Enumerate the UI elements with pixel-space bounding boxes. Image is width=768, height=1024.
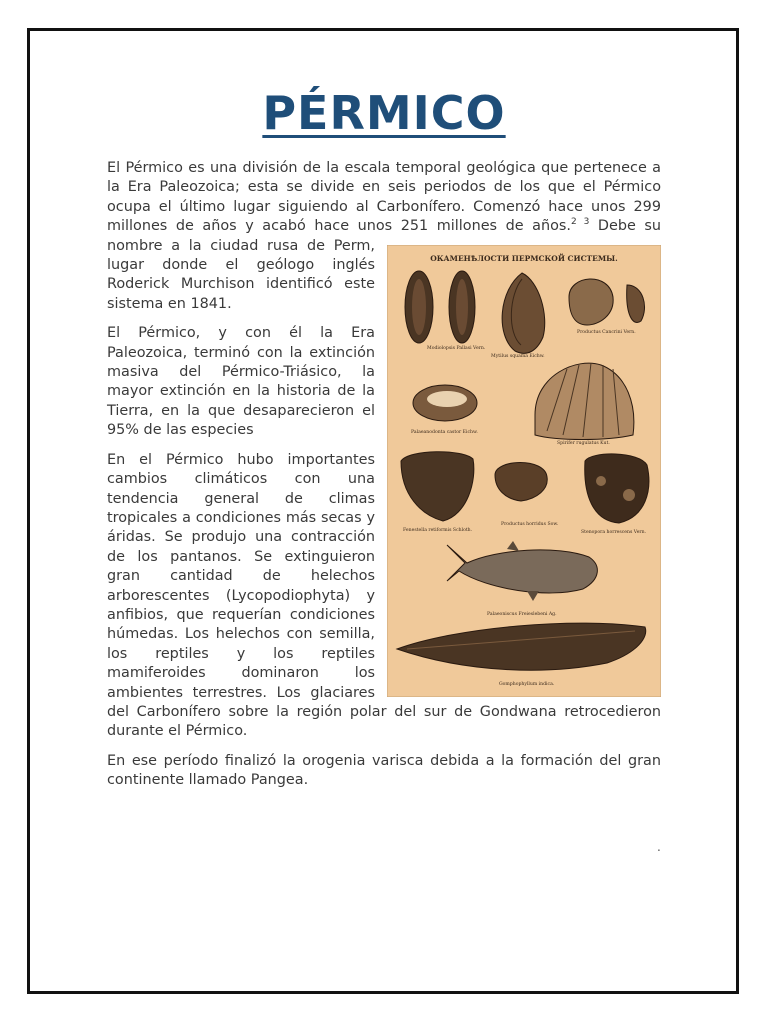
paragraph-4: En ese período finalizó la orogenia varisca debida a la formación del gran continente llamado Pangea.	[107, 752, 661, 789]
figure-heading: ОКАМЕНѢЛОСТИ ПЕРМСКОЙ СИСТЕМЫ.	[430, 253, 618, 263]
paragraph-1-lead: El Pérmico es una división de la escala temporal geológica que pertenece a la Era Paleozoica; esta se divide en seis periodos de los que el Pérmico ocupa el último lugar siguiendo al Carbonífero. Comenzó hace unos 299 millones de años y acabó hace unos 251 millones de años.	[107, 160, 661, 235]
caption-3: Productus Cancrini Vern.	[577, 329, 636, 335]
caption-5: Spirifer rugulatus Kut.	[557, 440, 610, 446]
caption-7: Productus horridus Sow.	[501, 521, 559, 527]
caption-9: Palaeoniscus Freieslebeni Ag.	[487, 611, 557, 617]
caption-1: Modiolopsis Pallasi Vern.	[427, 345, 486, 351]
paragraph-3: En el Pérmico hubo importantes cambios climáticos con una tendencia general de climas tropicales a condiciones más secas y áridas. Se produjo una contracción de los pantanos. Se extinguieron gran cantidad de helechos arborescentes (Lycopodiophyta) y anfibios, que requerían condiciones húmedas. Los helechos con semilla, los reptiles y los reptiles mamiferoides dominaron los ambientes terrestres. Los glaciares del Carbonífero sobre la región polar del sur de Gondwana retrocedieron durante el Pérmico.	[107, 451, 661, 740]
page-title-text: PÉRMICO	[262, 86, 506, 140]
caption-10: Gomphophyllum indica.	[499, 681, 555, 687]
footnote-refs[interactable]: 2 3	[571, 217, 590, 228]
document-body	[107, 159, 661, 801]
paragraph-2: El Pérmico, y con él la Era Paleozoica, terminó con la extinción masiva del Pérmico-Triásico, la mayor extinción en la historia de la Tierra, en la que desaparecieron el 95% de las especies	[107, 325, 375, 439]
page-title	[0, 86, 768, 140]
caption-8: Stenopora horrescens Vern.	[581, 529, 647, 535]
caption-4: Palaeanodonta castor Eichw.	[411, 429, 478, 435]
fossil-illustration	[387, 245, 661, 697]
caption-6: Fenestella retiformis Schloth.	[403, 527, 473, 533]
caption-2: Mytilus squama Eichw.	[491, 353, 545, 359]
paragraph-1-rest: Debe su nombre a la ciudad rusa de Perm, lugar donde el geólogo inglés Roderick Murchison identificó este sistema en 1841.	[107, 218, 661, 312]
trailing-dot: .	[657, 840, 661, 854]
